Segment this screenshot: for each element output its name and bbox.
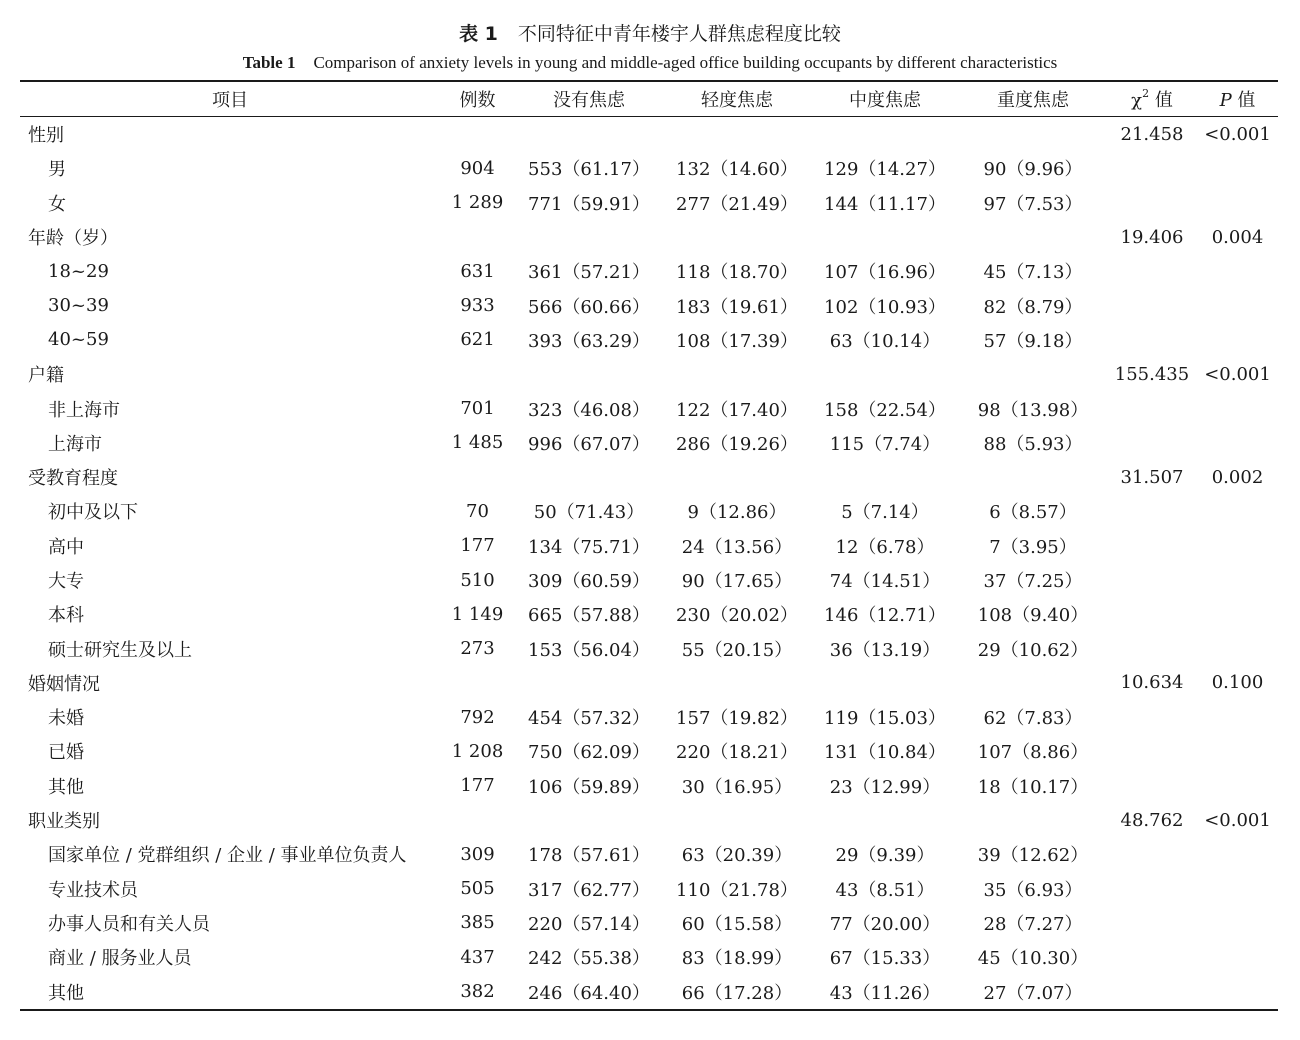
cell-p-empty: [1197, 974, 1278, 1009]
group-n: [440, 220, 515, 254]
cell-p-empty: [1197, 631, 1278, 665]
group-row: [20, 666, 1278, 700]
cell-n: 701: [460, 398, 495, 420]
cell-none: 220（57.14）: [528, 913, 650, 935]
cell-none: 393（63.29）: [528, 330, 650, 352]
group-mild: [663, 460, 811, 494]
table-body: [20, 117, 1278, 1010]
cell-mild: 90（17.65）: [681, 571, 793, 592]
cell-chi2-empty: [1107, 391, 1197, 425]
cell-none: 665（57.88）: [528, 605, 650, 627]
header-mild: 轻度焦虑: [701, 90, 773, 111]
group-chi2: 31.507: [1120, 466, 1184, 488]
group-chi2: 10.634: [1120, 672, 1184, 694]
group-label: 年龄（岁）: [28, 228, 118, 250]
cell-severe: 62（7.83）: [983, 708, 1083, 730]
table-row: [20, 323, 1278, 357]
group-chi2: 21.458: [1120, 123, 1184, 145]
group-n: [440, 117, 515, 152]
cell-none: 106（59.89）: [528, 776, 650, 798]
cell-none: 566（60.66）: [528, 296, 650, 318]
cell-p-empty: [1197, 323, 1278, 357]
cell-chi2-empty: [1107, 940, 1197, 974]
group-moderate: [811, 666, 959, 700]
group-n: [440, 357, 515, 391]
cell-p-empty: [1197, 563, 1278, 597]
row-label: 高中: [48, 536, 84, 558]
group-moderate: [811, 803, 959, 837]
row-label: 办事人员和有关人员: [48, 913, 210, 935]
header-p: [1197, 81, 1278, 117]
row-label: 40~59: [48, 329, 109, 351]
row-label: 硕士研究生及以上: [48, 639, 192, 661]
group-severe: [959, 117, 1107, 152]
group-row: [20, 220, 1278, 254]
cell-mild: 118（18.70）: [676, 262, 798, 284]
group-moderate: [811, 357, 959, 391]
table-number-cn: 表 1: [459, 23, 498, 45]
group-label: 职业类别: [28, 811, 100, 833]
chi-suffix: 值: [1149, 90, 1173, 111]
cell-severe: 82（8.79）: [983, 296, 1083, 318]
cell-n: 505: [460, 878, 495, 900]
cell-severe: 29（10.62）: [977, 639, 1089, 661]
cell-p-empty: [1197, 391, 1278, 425]
cell-none: 309（60.59）: [528, 571, 650, 592]
cell-p-empty: [1197, 769, 1278, 803]
cell-mild: 277（21.49）: [676, 193, 798, 215]
cell-n: 1 485: [451, 432, 504, 454]
cell-n: 1 208: [451, 740, 504, 762]
table-row: [20, 391, 1278, 425]
cell-none: 553（61.17）: [528, 159, 650, 181]
group-severe: [959, 803, 1107, 837]
p-symbol: P: [1219, 90, 1232, 111]
group-label: 户籍: [28, 365, 64, 387]
table-row: [20, 769, 1278, 803]
group-moderate: [811, 460, 959, 494]
cell-moderate: 43（8.51）: [835, 879, 935, 901]
table-row: [20, 151, 1278, 185]
cell-severe: 7（3.95）: [989, 536, 1077, 558]
group-severe: [959, 357, 1107, 391]
cell-p-empty: [1197, 254, 1278, 288]
table-row: [20, 494, 1278, 528]
cell-severe: 90（9.96）: [983, 159, 1083, 181]
group-chi2: 155.435: [1114, 363, 1190, 385]
cell-chi2-empty: [1107, 186, 1197, 220]
cell-n: 385: [460, 912, 495, 934]
header-n: 例数: [459, 90, 496, 111]
row-label: 本科: [48, 605, 84, 627]
cell-moderate: 131（10.84）: [824, 742, 946, 764]
cell-mild: 60（15.58）: [681, 913, 793, 935]
group-severe: [959, 666, 1107, 700]
cell-mild: 66（17.28）: [681, 982, 793, 1004]
table-row: [20, 906, 1278, 940]
header-severe: 重度焦虑: [997, 90, 1069, 111]
cell-mild: 132（14.60）: [676, 159, 798, 181]
table-number-en: Table 1: [242, 53, 296, 72]
cell-severe: 28（7.27）: [983, 913, 1083, 935]
header-moderate: 中度焦虑: [849, 90, 921, 111]
cell-severe: 45（7.13）: [983, 262, 1083, 284]
group-none: [515, 666, 663, 700]
group-mild: [663, 357, 811, 391]
cell-severe: 108（9.40）: [977, 605, 1089, 627]
row-label: 初中及以下: [48, 502, 138, 524]
table-title-en: [0, 50, 1300, 76]
header-row: [20, 81, 1278, 117]
table-row: [20, 837, 1278, 871]
row-label: 大专: [48, 571, 84, 592]
group-n: [440, 460, 515, 494]
cell-moderate: 36（13.19）: [829, 639, 941, 661]
cell-severe: 27（7.07）: [983, 982, 1083, 1004]
row-label: 国家单位 / 党群组织 / 企业 / 事业单位负责人: [48, 845, 407, 867]
cell-severe: 6（8.57）: [989, 502, 1077, 524]
cell-p-empty: [1197, 734, 1278, 768]
cell-severe: 39（12.62）: [977, 845, 1089, 867]
cell-chi2-empty: [1107, 529, 1197, 563]
cell-moderate: 77（20.00）: [829, 913, 941, 935]
cell-chi2-empty: [1107, 323, 1197, 357]
table-row: [20, 734, 1278, 768]
table-row: [20, 940, 1278, 974]
cell-moderate: 115（7.74）: [829, 433, 941, 455]
table-row: [20, 529, 1278, 563]
group-row: [20, 117, 1278, 152]
table-row: [20, 631, 1278, 665]
cell-p-empty: [1197, 700, 1278, 734]
table-title-cn-text: 不同特征中青年楼宇人群焦虑程度比较: [517, 23, 841, 45]
group-p: 0.004: [1211, 226, 1264, 248]
cell-p-empty: [1197, 529, 1278, 563]
cell-none: 750（62.09）: [528, 742, 650, 764]
group-moderate: [811, 220, 959, 254]
cell-mild: 110（21.78）: [676, 879, 798, 901]
group-none: [515, 460, 663, 494]
cell-none: 153（56.04）: [528, 639, 650, 661]
row-label: 商业 / 服务业人员: [48, 948, 192, 970]
cell-moderate: 158（22.54）: [824, 399, 946, 421]
cell-n: 273: [460, 638, 495, 660]
group-row: [20, 357, 1278, 391]
cell-moderate: 23（12.99）: [829, 776, 941, 798]
group-p: 0.002: [1211, 466, 1264, 488]
cell-moderate: 107（16.96）: [824, 262, 946, 284]
group-n: [440, 666, 515, 700]
group-chi2: 19.406: [1120, 226, 1184, 248]
cell-chi2-empty: [1107, 288, 1197, 322]
row-label: 专业技术员: [48, 879, 138, 901]
cell-mild: 55（20.15）: [681, 639, 793, 661]
cell-none: 246（64.40）: [528, 982, 650, 1004]
cell-chi2-empty: [1107, 974, 1197, 1009]
row-label: 已婚: [48, 742, 84, 764]
cell-mild: 30（16.95）: [681, 776, 793, 798]
cell-none: 242（55.38）: [528, 948, 650, 970]
group-mild: [663, 117, 811, 152]
anxiety-table: [20, 80, 1278, 1011]
group-severe: [959, 220, 1107, 254]
chi-symbol: χ: [1131, 90, 1143, 111]
cell-chi2-empty: [1107, 906, 1197, 940]
cell-severe: 45（10.30）: [977, 948, 1089, 970]
cell-moderate: 43（11.26）: [829, 982, 941, 1004]
cell-mild: 24（13.56）: [681, 536, 793, 558]
row-label: 上海市: [48, 433, 102, 455]
row-label: 未婚: [48, 708, 84, 730]
row-label: 女: [48, 193, 66, 215]
cell-n: 510: [460, 569, 495, 591]
cell-severe: 35（6.93）: [983, 879, 1083, 901]
header-none: 没有焦虑: [553, 90, 625, 111]
cell-moderate: 102（10.93）: [824, 296, 946, 318]
cell-moderate: 12（6.78）: [835, 536, 935, 558]
cell-p-empty: [1197, 151, 1278, 185]
cell-chi2-empty: [1107, 700, 1197, 734]
row-label: 男: [48, 159, 66, 181]
table-header: [20, 81, 1278, 117]
cell-n: 1 289: [451, 192, 504, 214]
row-label: 其他: [48, 982, 84, 1004]
cell-chi2-empty: [1107, 734, 1197, 768]
cell-n: 177: [460, 535, 495, 557]
cell-none: 454（57.32）: [528, 708, 650, 730]
cell-mild: 157（19.82）: [676, 708, 798, 730]
cell-mild: 122（17.40）: [676, 399, 798, 421]
cell-chi2-empty: [1107, 631, 1197, 665]
table-row: [20, 974, 1278, 1009]
cell-n: 904: [460, 157, 495, 179]
group-mild: [663, 666, 811, 700]
group-row: [20, 460, 1278, 494]
cell-mild: 183（19.61）: [676, 296, 798, 318]
cell-chi2-empty: [1107, 426, 1197, 460]
cell-moderate: 67（15.33）: [829, 948, 941, 970]
cell-chi2-empty: [1107, 872, 1197, 906]
cell-moderate: 63（10.14）: [829, 330, 941, 352]
cell-n: 631: [460, 260, 495, 282]
cell-p-empty: [1197, 906, 1278, 940]
cell-severe: 37（7.25）: [983, 571, 1083, 592]
cell-n: 382: [460, 981, 495, 1003]
group-label: 婚姻情况: [28, 673, 100, 695]
cell-mild: 220（18.21）: [676, 742, 798, 764]
row-label: 30~39: [48, 295, 109, 317]
group-severe: [959, 460, 1107, 494]
table-title-cn: [0, 20, 1300, 48]
row-label: 18~29: [48, 260, 109, 282]
group-mild: [663, 220, 811, 254]
cell-mild: 286（19.26）: [676, 433, 798, 455]
cell-n: 177: [460, 775, 495, 797]
table-row: [20, 288, 1278, 322]
cell-n: 621: [460, 329, 495, 351]
cell-chi2-empty: [1107, 563, 1197, 597]
cell-none: 317（62.77）: [528, 879, 650, 901]
cell-moderate: 74（14.51）: [829, 571, 941, 592]
table-row: [20, 700, 1278, 734]
cell-p-empty: [1197, 837, 1278, 871]
group-none: [515, 357, 663, 391]
cell-severe: 98（13.98）: [977, 399, 1089, 421]
chi-superscript: 2: [1142, 87, 1150, 100]
cell-moderate: 129（14.27）: [824, 159, 946, 181]
group-mild: [663, 803, 811, 837]
cell-severe: 57（9.18）: [983, 330, 1083, 352]
group-row: [20, 803, 1278, 837]
cell-n: 933: [460, 295, 495, 317]
cell-p-empty: [1197, 494, 1278, 528]
cell-none: 361（57.21）: [528, 262, 650, 284]
group-n: [440, 803, 515, 837]
group-chi2: 48.762: [1120, 809, 1184, 831]
cell-severe: 18（10.17）: [977, 776, 1089, 798]
cell-mild: 83（18.99）: [681, 948, 793, 970]
cell-p-empty: [1197, 426, 1278, 460]
table-row: [20, 426, 1278, 460]
table-row: [20, 563, 1278, 597]
cell-n: 1 149: [451, 603, 504, 625]
group-p: 0.100: [1211, 672, 1264, 694]
cell-chi2-empty: [1107, 837, 1197, 871]
cell-chi2-empty: [1107, 254, 1197, 288]
cell-p-empty: [1197, 872, 1278, 906]
cell-severe: 88（5.93）: [983, 433, 1083, 455]
cell-severe: 97（7.53）: [983, 193, 1083, 215]
cell-mild: 230（20.02）: [676, 605, 798, 627]
cell-moderate: 146（12.71）: [824, 605, 946, 627]
group-none: [515, 220, 663, 254]
table-row: [20, 254, 1278, 288]
cell-n: 309: [460, 843, 495, 865]
group-label: 受教育程度: [28, 468, 118, 490]
cell-n: 70: [466, 500, 489, 522]
cell-p-empty: [1197, 940, 1278, 974]
cell-p-empty: [1197, 288, 1278, 322]
cell-chi2-empty: [1107, 494, 1197, 528]
group-p: <0.001: [1204, 123, 1271, 145]
cell-moderate: 5（7.14）: [841, 502, 929, 524]
group-p: <0.001: [1204, 809, 1271, 831]
cell-none: 134（75.71）: [528, 536, 650, 558]
group-moderate: [811, 117, 959, 152]
cell-chi2-empty: [1107, 597, 1197, 631]
cell-n: 437: [460, 946, 495, 968]
cell-severe: 107（8.86）: [977, 742, 1089, 764]
group-p: <0.001: [1204, 363, 1271, 385]
cell-chi2-empty: [1107, 151, 1197, 185]
p-suffix: 值: [1231, 90, 1256, 111]
cell-p-empty: [1197, 597, 1278, 631]
cell-none: 996（67.07）: [528, 433, 650, 455]
row-label: 其他: [48, 776, 84, 798]
table-row: [20, 872, 1278, 906]
cell-mild: 63（20.39）: [681, 845, 793, 867]
cell-none: 771（59.91）: [528, 193, 650, 215]
cell-chi2-empty: [1107, 769, 1197, 803]
header-item: 项目: [212, 90, 248, 111]
table-row: [20, 186, 1278, 220]
cell-mild: 108（17.39）: [676, 330, 798, 352]
row-label: 非上海市: [48, 399, 120, 421]
cell-p-empty: [1197, 186, 1278, 220]
cell-none: 178（57.61）: [528, 845, 650, 867]
group-none: [515, 803, 663, 837]
cell-mild: 9（12.86）: [687, 502, 787, 524]
group-label: 性别: [28, 125, 64, 147]
table-title-en-text: Comparison of anxiety levels in young and middle-aged office building occupants by different characteristics: [313, 53, 1058, 72]
cell-n: 792: [460, 706, 495, 728]
cell-moderate: 119（15.03）: [824, 708, 946, 730]
cell-moderate: 144（11.17）: [824, 193, 946, 215]
cell-none: 50（71.43）: [533, 502, 645, 524]
table-row: [20, 597, 1278, 631]
group-none: [515, 117, 663, 152]
header-chi2: [1107, 81, 1197, 117]
cell-moderate: 29（9.39）: [835, 845, 935, 867]
cell-none: 323（46.08）: [528, 399, 650, 421]
